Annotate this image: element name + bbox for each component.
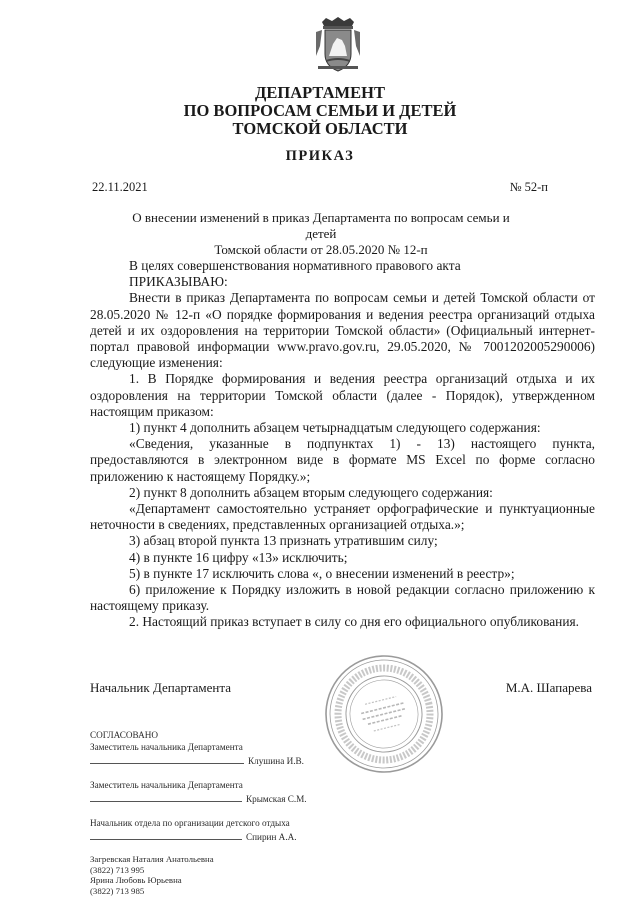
department-title-line-3: ТОМСКОЙ ОБЛАСТИ xyxy=(232,119,408,138)
paragraph-1-4: 4) в пункте 16 цифру «13» исключить; xyxy=(129,549,348,565)
subject-line-1: О внесении изменений в приказ Департамента по вопросам семьи и детей xyxy=(132,210,510,241)
paragraph-1-5: 5) в пункте 17 исключить слова «, о внесении изменений в реестр»; xyxy=(129,565,515,581)
paragraph-2: 2. Настоящий приказ вступает в силу со дня его официального опубликования. xyxy=(129,614,579,630)
order-subject xyxy=(128,210,514,258)
signature-line xyxy=(90,792,242,802)
department-title xyxy=(0,84,640,138)
signer-title: Начальник Департамента xyxy=(90,680,231,695)
official-stamp-icon xyxy=(322,652,446,776)
department-title-line-2: ПО ВОПРОСАМ СЕМЬИ И ДЕТЕЙ xyxy=(183,101,457,120)
coat-of-arms-icon xyxy=(312,16,364,74)
signature-line xyxy=(90,754,244,764)
approval-signature-line xyxy=(90,830,297,843)
paragraph-goal: В целях совершенствования нормативного правового акта xyxy=(129,258,461,273)
approval-name: Спирин А.А. xyxy=(246,832,297,842)
approval-position: Начальник отдела по организации детского отдыха xyxy=(90,818,290,828)
order-date: 22.11.2021 xyxy=(92,180,148,194)
order-number: № 52-п xyxy=(509,180,548,194)
approvals-heading: СОГЛАСОВАНО xyxy=(90,730,159,740)
paragraph-order: ПРИКАЗЫВАЮ: xyxy=(129,274,228,290)
approval-signature-line xyxy=(90,754,304,767)
contact-name: Ярина Любовь Юрьевна xyxy=(90,875,182,885)
approval-position: Заместитель начальника Департамента xyxy=(90,742,243,752)
contacts-block xyxy=(90,854,214,896)
order-title: ПРИКАЗ xyxy=(285,148,355,164)
order-body xyxy=(90,258,595,631)
paragraph-1-2: 2) пункт 8 дополнить абзацем вторым следующего содержания: xyxy=(129,484,493,500)
contact-phone: (3822) 713 985 xyxy=(90,885,145,896)
contact-phone: (3822) 713 995 xyxy=(90,864,145,875)
approval-name: Крымская С.М. xyxy=(246,794,307,804)
paragraph-1-2-quote: «Департамент самостоятельно устраняет орфографические и пунктуационные неточности в сведениях, представленных организацией отдыха.»; xyxy=(90,501,595,533)
department-title-line-1: ДЕПАРТАМЕНТ xyxy=(255,83,385,102)
paragraph-1-6: 6) приложение к Порядку изложить в новой редакции согласно приложению к настоящему приказу. xyxy=(90,582,595,614)
paragraph-1-1-quote: «Сведения, указанные в подпунктах 1) - 13) настоящего пункта, предоставляются в электронном виде в формате MS Excel по форме согласно приложению к настоящему Порядку.»; xyxy=(90,436,595,484)
signer-name: М.А. Шапарева xyxy=(505,680,592,695)
paragraph-1-1: 1) пункт 4 дополнить абзацем четырнадцатым следующего содержания: xyxy=(129,420,541,436)
paragraph-1: 1. В Порядке формирования и ведения реестра организаций отдыха и их оздоровления на территории Томской области (далее - Порядок), утвержденном настоящим приказом: xyxy=(90,371,595,419)
subject-line-2: Томской области от 28.05.2020 № 12-п xyxy=(214,242,428,257)
approval-signature-line xyxy=(90,792,307,805)
contact-name: Загревская Наталия Анатольевна xyxy=(90,854,214,864)
signature-line xyxy=(90,830,242,840)
approval-position: Заместитель начальника Департамента xyxy=(90,780,243,790)
approval-name: Клушина И.В. xyxy=(248,756,304,766)
paragraph-1-3: 3) абзац второй пункта 13 признать утратившим силу; xyxy=(129,533,438,549)
paragraph-intro: Внести в приказ Департамента по вопросам семьи и детей Томской области от 28.05.2020 № 12-п «О порядке формирования и ведения реестра организаций отдыха детей и их оздоровления на территории Томской области» (Официальный интернет-портал правовой информации www.pravo.gov.ru, 29.05.2020, № 7001202005290006) следующие изменения: xyxy=(90,290,595,371)
